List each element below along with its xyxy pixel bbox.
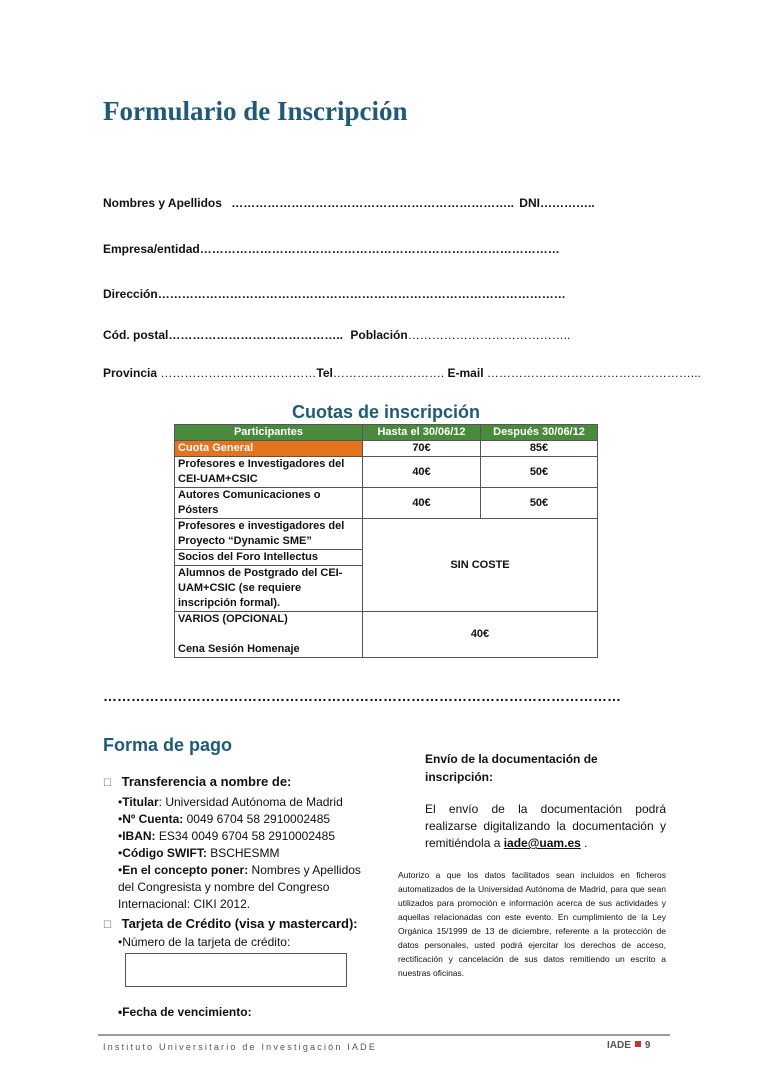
dni-field[interactable]: ………….. xyxy=(539,196,595,210)
varios-label: VARIOS (OPCIONAL) xyxy=(178,613,288,625)
table-row xyxy=(175,612,598,658)
legal-notice: Autorizo a que los datos facilitados sean incluidos en ficheros automatizados de la Universidad Autónoma de Madrid, para que sean utilizados para promoción e información acerca de sus actividades y aquellas relacionadas con este evento. En cumplimiento de la Ley Orgánica 15/1999 de 13 de diciembre, referente a la protección de datos personales, usted podrá ejercitar los derechos de acceso, rectificación y cancelación de sus datos remitiendo un escrito a nuestras oficinas. xyxy=(398,870,666,978)
row-label: Profesores e investigadores del Proyecto “Dynamic SME” xyxy=(175,519,363,550)
row-price-after: 85€ xyxy=(481,441,598,457)
list-item: •Titular: Universidad Autónoma de Madrid xyxy=(118,795,343,809)
envio-body: El envío de la documentación podrá realizarse digitalizando la documentación y remitiéndola a iade@uam.es . xyxy=(425,802,666,850)
nombre-label: Nombres y Apellidos xyxy=(103,196,222,210)
row-price-after: 50€ xyxy=(481,488,598,519)
square-icon xyxy=(635,1041,641,1047)
row-label: Alumnos de Postgrado del CEI-UAM+CSIC (se requiere inscripción formal). xyxy=(175,566,363,612)
row-price-before: 40€ xyxy=(363,457,481,488)
card-number-input[interactable] xyxy=(125,953,347,987)
header-despues: Después 30/06/12 xyxy=(481,425,598,441)
tarjeta-label: Tarjeta de Crédito (visa y mastercard): xyxy=(121,916,358,931)
pago-section xyxy=(103,773,373,951)
cp-field[interactable]: …………………………………….. xyxy=(168,328,344,342)
row-price-before: 70€ xyxy=(363,441,481,457)
provincia-label: Provincia xyxy=(103,366,158,380)
email-link[interactable]: iade@uam.es xyxy=(503,836,581,850)
empresa-field[interactable]: ……………………………………………………………………………… xyxy=(199,242,560,256)
provincia-field[interactable]: ………………………………… xyxy=(160,366,317,380)
direccion-row xyxy=(103,287,566,301)
empresa-label: Empresa/entidad xyxy=(103,242,200,256)
cp-label: Cód. postal xyxy=(103,328,169,342)
provincia-row xyxy=(103,366,701,380)
transferencia-label: Transferencia a nombre de: xyxy=(121,774,292,789)
row-price-before: 40€ xyxy=(363,488,481,519)
checkbox-icon[interactable]: ☐ xyxy=(103,920,112,931)
page-number: 9 xyxy=(644,1040,651,1051)
header-participantes: Participantes xyxy=(175,425,363,441)
tel-field[interactable]: ………………………. xyxy=(332,366,445,380)
direccion-field[interactable]: ………………………………………………………………………………………… xyxy=(157,287,566,301)
direccion-label: Dirección xyxy=(103,287,158,301)
row-label xyxy=(175,612,363,658)
list-item: •En el concepto poner: Nombres y Apellidos del Congresista y nombre del Congreso Internacional: CIKI 2012. xyxy=(118,863,361,911)
list-item: •Nº Cuenta: 0049 6704 58 2910002485 xyxy=(118,812,331,826)
list-item: •IBAN: ES34 0049 6704 58 2910002485 xyxy=(118,829,336,843)
table-row xyxy=(175,441,598,457)
cuotas-title: Cuotas de inscripción xyxy=(292,402,481,422)
list-item: •Número de la tarjeta de crédito: xyxy=(118,935,291,949)
poblacion-label: Población xyxy=(350,328,408,342)
tel-label: Tel xyxy=(316,366,333,380)
empresa-row xyxy=(103,242,560,256)
page-title: Formulario de Inscripción xyxy=(103,96,408,126)
email-label: E-mail xyxy=(447,366,484,380)
fees-table xyxy=(174,424,598,658)
varios-price: 40€ xyxy=(363,612,598,658)
table-row xyxy=(175,519,598,550)
footer-institute: Instituto Universitario de Investigación IADE xyxy=(103,1042,378,1052)
transfer-details xyxy=(103,794,373,913)
row-label: Profesores e Investigadores del CEI-UAM+CSIC xyxy=(175,457,363,488)
list-item: •Código SWIFT: BSCHESMM xyxy=(118,846,280,860)
pago-title: Forma de pago xyxy=(103,735,233,755)
footer-brand: IADE xyxy=(607,1040,631,1051)
tarjeta-option[interactable] xyxy=(103,915,373,934)
nombre-field[interactable]: …………………………………………………………….. xyxy=(231,196,514,210)
cena-label: Cena Sesión Homenaje xyxy=(178,643,300,655)
table-row xyxy=(175,488,598,519)
checkbox-icon[interactable]: ☐ xyxy=(103,778,112,789)
footer-page xyxy=(607,1040,650,1051)
transferencia-option[interactable] xyxy=(103,773,373,792)
row-label: Autores Comunicaciones o Pósters xyxy=(175,488,363,519)
separator-dots: ………………………………………………………………………………………………… xyxy=(103,688,621,704)
table-row xyxy=(175,457,598,488)
nombre-row xyxy=(103,196,595,210)
cp-row xyxy=(103,328,570,342)
footer-divider xyxy=(98,1034,670,1036)
row-label: Socios del Foro Intellectus xyxy=(175,550,363,566)
row-price-after: 50€ xyxy=(481,457,598,488)
poblacion-field[interactable]: ………………………………….. xyxy=(407,328,571,342)
header-hasta: Hasta el 30/06/12 xyxy=(363,425,481,441)
dni-label: DNI xyxy=(519,196,540,210)
envio-title: Envío de la documentación de inscripción: xyxy=(425,752,598,784)
sin-coste-cell: SIN COSTE xyxy=(363,519,598,612)
email-field[interactable]: ……………………………………………... xyxy=(486,366,701,380)
table-header-row xyxy=(175,425,598,441)
vencimiento-label: •Fecha de vencimiento: xyxy=(118,1005,252,1019)
row-label: Cuota General xyxy=(175,441,363,457)
